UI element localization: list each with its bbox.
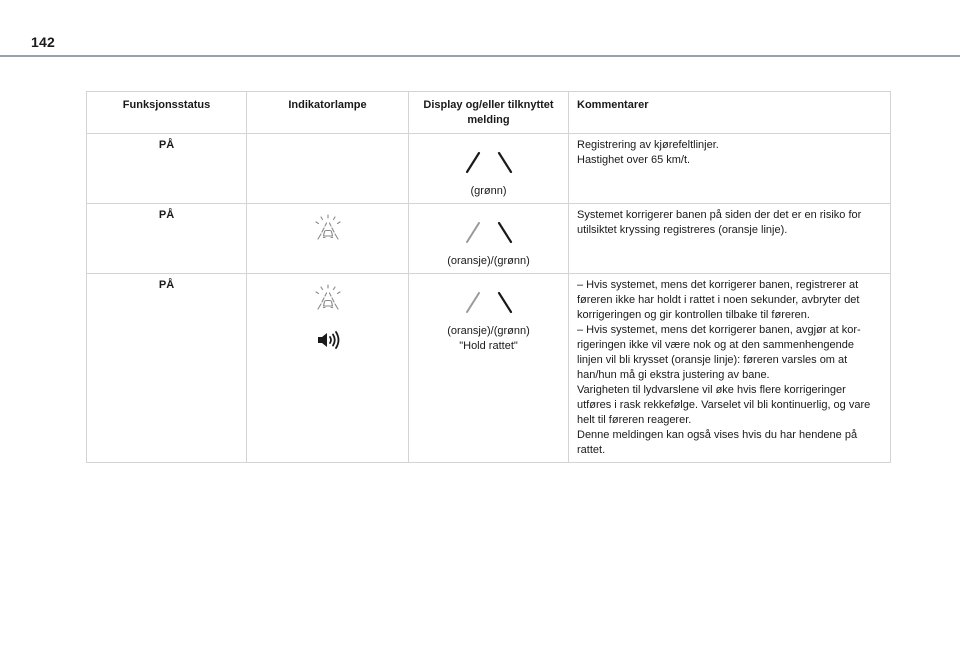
- lane-lines-icon: [459, 288, 519, 316]
- comment-line: – Hvis systemet, mens det korrigerer banen, registrerer at føreren ikke har holdt i rattet i noen sekunder, avbryter det korrigeringen og gir kontrollen tilbake til føreren.: [577, 279, 860, 321]
- comment-line: – Hvis systemet, mens det korrigerer banen, avgjør at kor-rigeringen ikke vil være nok og at den sammenhengende linjen vil bli krysset (oransje linje): føreren varsles om at han/hun må gi ekstra justering av bane.: [577, 324, 861, 381]
- comment-cell: [569, 204, 891, 274]
- status-cell: PÅ: [87, 274, 247, 463]
- comment-line: Varigheten til lydvarslene vil øke hvis flere korrigeringer utføres i rask rekkefølge. Varselet vil bli kontinuerlig, og vare helt til føreren reagerer.: [577, 384, 871, 426]
- header-rule: [0, 55, 960, 57]
- caption-line: (grønn): [470, 185, 507, 197]
- header-indicator: Indikatorlampe: [247, 92, 409, 134]
- page-number: 142: [31, 34, 55, 50]
- display-cell: [409, 274, 569, 463]
- indicator-cell: [247, 134, 409, 204]
- table-row: [87, 134, 891, 204]
- comment-cell: [569, 274, 891, 463]
- caption-line: "Hold rattet": [459, 340, 518, 352]
- header-comment: Kommentarer: [569, 92, 891, 134]
- comment-line: Hastighet over 65 km/t.: [577, 154, 691, 166]
- lane-lines-icon: [459, 218, 519, 246]
- caption-line: (oransje)/(grønn): [447, 325, 530, 337]
- table-row: [87, 274, 891, 463]
- display-caption: [417, 184, 560, 199]
- header-status: Funksjonsstatus: [87, 92, 247, 134]
- status-table: [86, 91, 891, 463]
- display-cell: [409, 204, 569, 274]
- caption-line: (oransje)/(grønn): [447, 255, 530, 267]
- status-cell: PÅ: [87, 134, 247, 204]
- speaker-sound-icon: [315, 330, 341, 350]
- lane-keeping-lamp-icon: [311, 212, 345, 242]
- comment-line: Registrering av kjørefeltlinjer.: [577, 139, 719, 151]
- comment-line: Systemet korrigerer banen på siden der det er en risiko for utilsiktet kryssing registreres (oransje linje).: [577, 209, 862, 236]
- indicator-cell: [247, 274, 409, 463]
- display-cell: [409, 134, 569, 204]
- indicator-cell: [247, 204, 409, 274]
- status-cell: PÅ: [87, 204, 247, 274]
- header-display: Display og/eller tilknyttet melding: [409, 92, 569, 134]
- table-row: [87, 204, 891, 274]
- lane-lines-icon: [459, 148, 519, 176]
- display-caption: [417, 254, 560, 269]
- table-header-row: [87, 92, 891, 134]
- display-caption: [417, 324, 560, 354]
- lane-keeping-lamp-icon: [311, 282, 345, 312]
- comment-cell: [569, 134, 891, 204]
- comment-line: Denne meldingen kan også vises hvis du har hendene på rattet.: [577, 429, 858, 456]
